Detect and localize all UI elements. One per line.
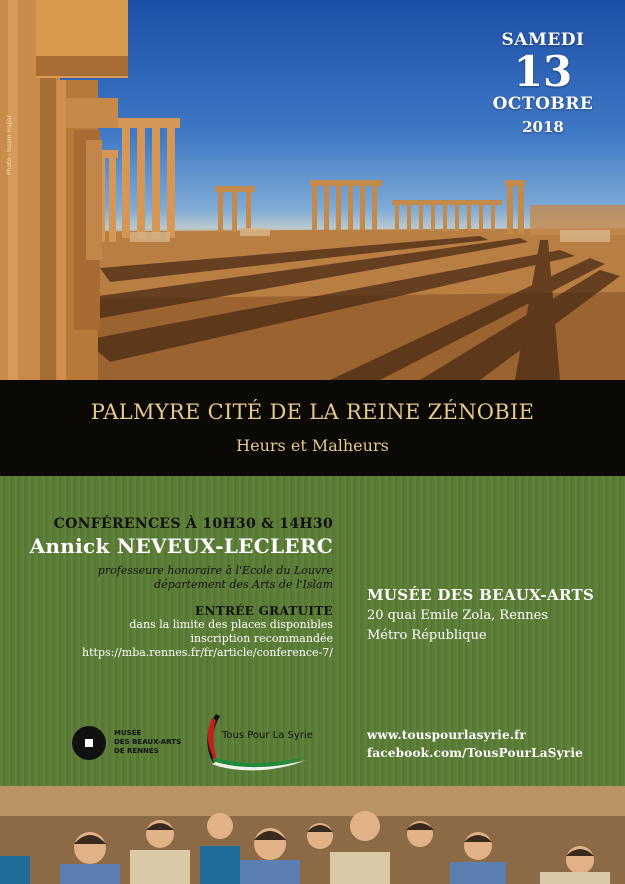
date-month: OCTOBRE — [492, 94, 594, 114]
venue-metro: Métro République — [367, 628, 487, 643]
date-day-number: 13 — [513, 47, 573, 96]
registration-link[interactable]: https://mba.rennes.fr/fr/article/conference-7/ — [82, 646, 333, 659]
speaker-role-line2: département des Arts de l'Islam — [154, 578, 333, 591]
event-title: PALMYRE CITÉ DE LA REINE ZÉNOBIE — [90, 400, 535, 424]
event-date — [483, 30, 603, 136]
tps-logo-text: Tous Pour La Syrie — [222, 730, 313, 741]
entry-heading: ENTRÉE GRATUITE — [195, 604, 333, 618]
event-subtitle: Heurs et Malheurs — [236, 436, 389, 455]
contact-links — [367, 726, 583, 762]
facebook-link[interactable]: facebook.com/TousPourLaSyrie — [367, 746, 583, 760]
date-year: 2018 — [522, 118, 564, 136]
entry-line-1: dans la limite des places disponibles — [129, 618, 333, 631]
date-weekday: SAMEDI — [501, 30, 585, 50]
tous-pour-la-syrie-logo — [198, 706, 318, 776]
palmyra-photo — [0, 0, 625, 380]
conference-times: CONFÉRENCES À 10H30 & 14H30 — [53, 516, 333, 532]
venue-block — [367, 586, 594, 644]
entry-line-2: inscription recommandée — [190, 632, 333, 645]
mba-logo-line1: MUSÉE — [114, 729, 142, 737]
syria-flag-swoosh-icon — [198, 706, 318, 776]
children-photo — [0, 786, 625, 884]
info-section — [0, 476, 625, 786]
website-link[interactable]: www.touspourlasyrie.fr — [367, 728, 527, 742]
children-illustration — [0, 786, 625, 884]
speaker-name: Annick NEVEUX-LECLERC — [29, 534, 333, 558]
title-band — [0, 380, 625, 476]
venue-address: 20 quai Emile Zola, Rennes — [367, 608, 548, 623]
conference-details — [0, 516, 333, 660]
photo-credit: Photo : Issam Hajjar — [6, 114, 13, 175]
venue-name: MUSÉE DES BEAUX-ARTS — [367, 586, 595, 604]
speaker-role-line1: professeure honoraire à l'Ecole du Louvre — [97, 564, 333, 577]
mba-logo-line2: DES BEAUX-ARTS — [114, 738, 182, 746]
speaker-role — [0, 564, 333, 592]
mba-logo-line3: DE RENNES — [114, 747, 159, 755]
